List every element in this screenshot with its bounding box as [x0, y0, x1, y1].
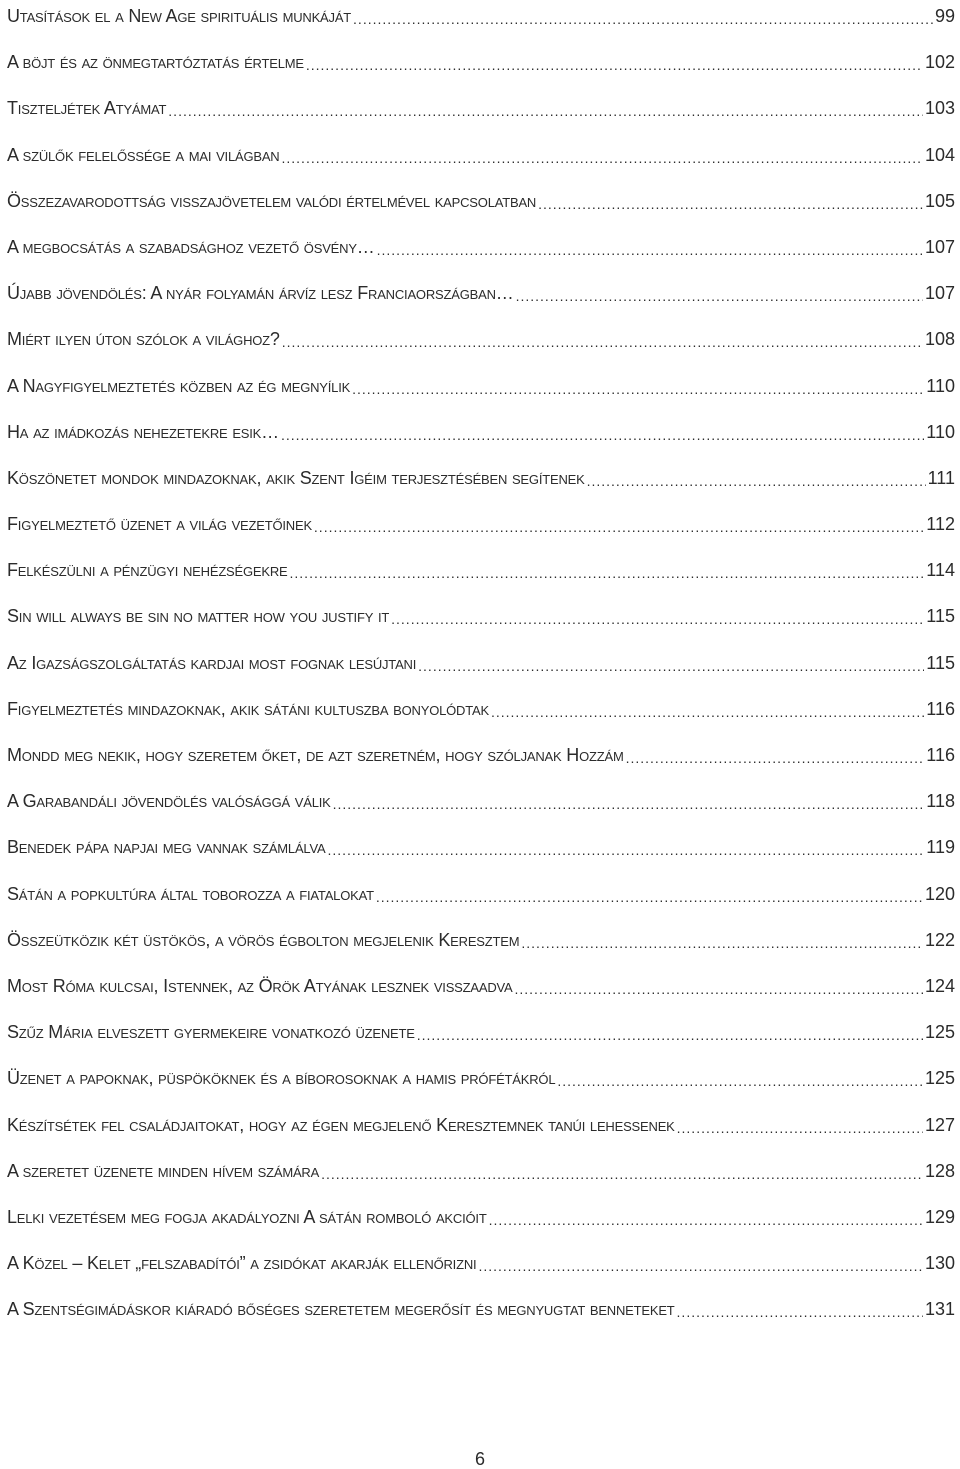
toc-entry-title: A Közel – Kelet „felszabadítói” a zsidókat akarják ellenőrizni: [7, 1253, 477, 1274]
toc-entry-title: Ha az imádkozás nehezetekre esik…: [7, 421, 279, 442]
toc-entry-page: 127: [924, 1114, 955, 1135]
toc-entry-page: 114: [926, 560, 955, 581]
toc-entry[interactable]: [7, 924, 955, 970]
toc-entry-page: 120: [924, 883, 955, 904]
toc-entry-page: 118: [926, 791, 955, 812]
dot-leader: [327, 839, 924, 861]
toc-entry[interactable]: [7, 231, 955, 277]
toc-entry-page: 99: [934, 6, 955, 26]
toc-entry-page: 111: [927, 467, 955, 488]
toc-entry-page: 104: [924, 144, 955, 165]
toc-entry[interactable]: [7, 416, 955, 462]
toc-entry-page: 107: [924, 236, 955, 257]
dot-leader: [417, 1024, 923, 1046]
dot-leader: [489, 1209, 923, 1231]
toc-entry-page: 110: [926, 375, 955, 396]
toc-entry-page: 103: [924, 98, 955, 119]
toc-entry-title: Miért ilyen úton szólok a világhoz?: [7, 329, 280, 350]
dot-leader: [626, 747, 925, 769]
dot-leader: [677, 1117, 923, 1139]
toc-entry-title: Most Róma kulcsai, Istennek, az Örök Atyának lesznek visszaadva: [7, 975, 513, 996]
toc-entry[interactable]: [7, 1293, 955, 1339]
dot-leader: [168, 100, 923, 122]
toc-entry[interactable]: [7, 92, 955, 138]
toc-entry-title: Üzenet a papoknak, püspököknek és a bíborosoknak a hamis prófétákról: [7, 1068, 556, 1089]
dot-leader: [538, 193, 923, 215]
toc-entry-title: Figyelmeztetés mindazoknak, akik sátáni kultuszba bonyolódtak: [7, 698, 489, 719]
toc-entry[interactable]: [7, 323, 955, 369]
dot-leader: [321, 1163, 923, 1185]
toc-entry-page: 115: [926, 606, 955, 627]
dot-leader: [677, 1301, 923, 1323]
toc-entry-page: 128: [924, 1160, 955, 1181]
toc-entry-title: Felkészülni a pénzügyi nehézségekre: [7, 560, 288, 581]
toc-entry-page: 105: [924, 190, 955, 211]
toc-entry-page: 116: [926, 698, 955, 719]
toc-entry[interactable]: [7, 462, 955, 508]
toc-entry[interactable]: [7, 0, 955, 46]
toc-entry-page: 115: [926, 652, 955, 673]
dot-leader: [353, 8, 933, 30]
dot-leader: [377, 239, 923, 261]
toc-entry-title: Tiszteljétek Atyámat: [7, 98, 167, 119]
toc-entry-title: Benedek pápa napjai meg vannak számlálva: [7, 837, 326, 858]
toc-entry-title: Az Igazságszolgáltatás kardjai most fognak lesújtani: [7, 652, 417, 673]
dot-leader: [352, 378, 924, 400]
toc-entry-page: 110: [926, 421, 955, 442]
toc-entry-title: A böjt és az önmegtartóztatás értelme: [7, 52, 304, 73]
toc-entry-page: 124: [924, 975, 955, 996]
toc-entry[interactable]: [7, 647, 955, 693]
toc-entry[interactable]: [7, 139, 955, 185]
toc-entry[interactable]: [7, 785, 955, 831]
toc-entry[interactable]: [7, 600, 955, 646]
toc-entry[interactable]: [7, 739, 955, 785]
toc-entry[interactable]: [7, 831, 955, 877]
dot-leader: [418, 655, 924, 677]
dot-leader: [557, 1070, 923, 1092]
toc-entry-page: 122: [924, 929, 955, 950]
toc-entry[interactable]: [7, 1201, 955, 1247]
dot-leader: [515, 978, 923, 1000]
toc-entry-title: Készítsétek fel családjaitokat, hogy az égen megjelenő Keresztemnek tanúi lehessenek: [7, 1114, 675, 1135]
toc-entry[interactable]: [7, 1062, 955, 1108]
dot-leader: [478, 1255, 923, 1277]
toc-entry[interactable]: [7, 1016, 955, 1062]
dot-leader: [391, 608, 924, 630]
toc-entry[interactable]: [7, 1109, 955, 1155]
toc-entry-page: 129: [924, 1206, 955, 1227]
toc-entry[interactable]: [7, 878, 955, 924]
toc-entry-page: 102: [924, 52, 955, 73]
dot-leader: [491, 701, 924, 723]
toc-entry-title: Lelki vezetésem meg fogja akadályozni A sátán romboló akcióit: [7, 1206, 487, 1227]
toc-entry-title: A Garabandáli jövendölés valósággá válik: [7, 791, 331, 812]
dot-leader: [587, 470, 926, 492]
toc-entry-page: 125: [924, 1022, 955, 1043]
toc-entry[interactable]: [7, 1155, 955, 1201]
toc-entry-title: A Szentségimádáskor kiáradó bőséges szeretetem megerősít és megnyugtat benneteket: [7, 1299, 675, 1320]
toc-entry-title: Újabb jövendölés: A nyár folyamán árvíz lesz Franciaországban…: [7, 283, 514, 304]
toc-entry-page: 108: [924, 329, 955, 350]
dot-leader: [306, 54, 923, 76]
toc-entry-title: Figyelmeztető üzenet a világ vezetőinek: [7, 514, 312, 535]
dot-leader: [521, 932, 923, 954]
toc-entry[interactable]: [7, 970, 955, 1016]
toc-entry-title: Összezavarodottság visszajövetelem valódi értelmével kapcsolatban: [7, 190, 537, 211]
toc-entry-title: A Nagyfigyelmeztetés közben az ég megnyílik: [7, 375, 351, 396]
toc-entry[interactable]: [7, 1247, 955, 1293]
toc-entry-title: Összeütközik két üstökös, a vörös égbolton megjelenik Keresztem: [7, 929, 520, 950]
toc-entry[interactable]: [7, 370, 955, 416]
toc-entry-page: 125: [924, 1068, 955, 1089]
toc-entry-page: 119: [926, 837, 955, 858]
toc-entry-title: A megbocsátás a szabadsághoz vezető ösvény…: [7, 236, 375, 257]
dot-leader: [281, 424, 924, 446]
toc-entry[interactable]: [7, 508, 955, 554]
table-of-contents: [7, 0, 955, 1339]
toc-entry-page: 107: [924, 283, 955, 304]
toc-entry-page: 116: [926, 745, 955, 765]
dot-leader: [282, 147, 923, 169]
toc-entry[interactable]: [7, 185, 955, 231]
toc-entry-title: Utasítások el a New Age spirituális munkáját: [7, 6, 352, 26]
toc-entry-page: 131: [924, 1299, 955, 1320]
toc-entry[interactable]: [7, 46, 955, 92]
toc-entry-title: Szűz Mária elveszett gyermekeire vonatkozó üzenete: [7, 1022, 415, 1043]
toc-entry-title: Mondd meg nekik, hogy szeretem őket, de azt szeretném, hogy szóljanak Hozzám: [7, 745, 624, 765]
page-number: 6: [474, 1449, 485, 1469]
toc-entry-title: A szeretet üzenete minden hívem számára: [7, 1160, 320, 1181]
dot-leader: [314, 516, 924, 538]
toc-entry-page: 130: [924, 1253, 955, 1274]
toc-entry[interactable]: [7, 554, 955, 600]
toc-entry[interactable]: [7, 277, 955, 323]
toc-entry-title: A szülők felelőssége a mai világban: [7, 144, 280, 165]
toc-entry-title: Sátán a popkultúra által toborozza a fiatalokat: [7, 883, 374, 904]
dot-leader: [516, 285, 923, 307]
dot-leader: [376, 886, 923, 908]
toc-entry-page: 112: [926, 514, 955, 535]
toc-entry-title: Köszönetet mondok mindazoknak, akik Szent Igéim terjesztésében segítenek: [7, 467, 585, 488]
toc-entry-title: Sin will always be sin no matter how you justify it: [7, 606, 390, 627]
dot-leader: [333, 793, 925, 815]
toc-entry[interactable]: [7, 693, 955, 739]
dot-leader: [282, 331, 923, 353]
dot-leader: [290, 562, 925, 584]
